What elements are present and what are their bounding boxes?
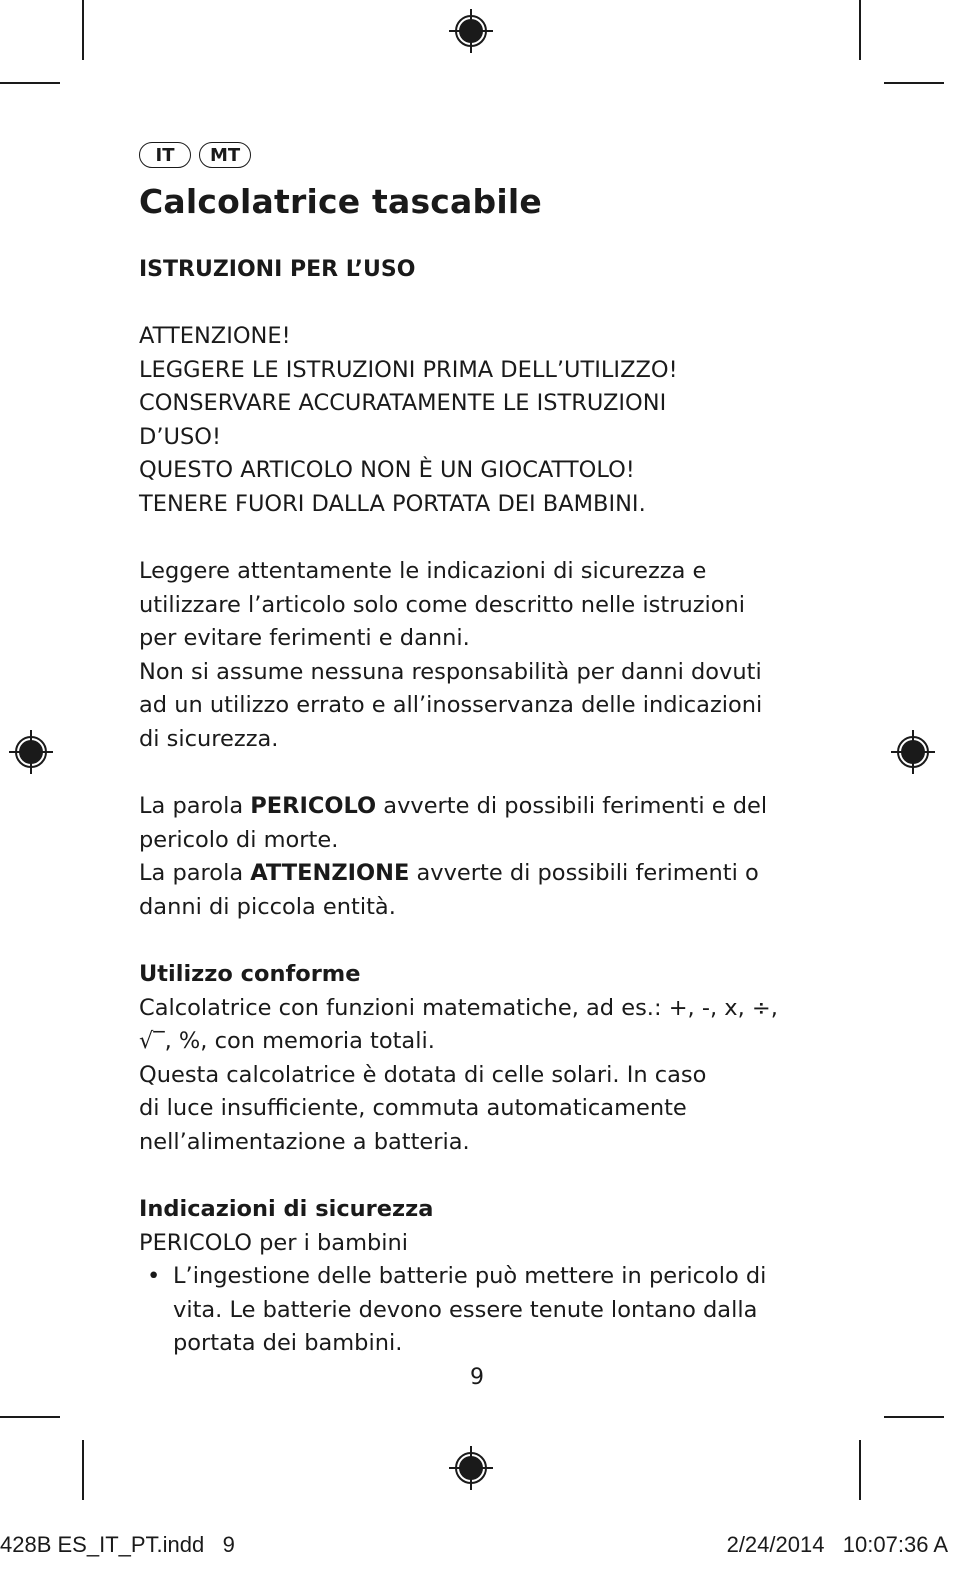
- signal-line-danger: [139, 790, 819, 824]
- registration-mark-bottom-icon: [447, 1444, 495, 1492]
- registration-mark-right-icon: [889, 728, 937, 776]
- intended-use-heading: Utilizzo conforme: [139, 961, 361, 987]
- intro-line: per evitare ferimenti e danni.: [139, 625, 470, 651]
- warning-line: TENERE FUORI DALLA PORTATA DEI BAMBINI.: [139, 490, 646, 517]
- intro-line: Non si assume nessuna responsabilità per danni dovuti: [139, 658, 762, 685]
- crop-mark-top-left: [82, 0, 84, 60]
- warning-line: QUESTO ARTICOLO NON È UN GIOCATTOLO!: [139, 457, 635, 483]
- signal-line-caution: [139, 857, 819, 891]
- intended-use-line: √‾, %, con memoria totali.: [139, 1028, 435, 1054]
- intro-line: Leggere attentamente le indicazioni di sicurezza e: [139, 558, 707, 584]
- instructions-heading: ISTRUZIONI PER L’USO: [139, 257, 416, 282]
- crop-mark-bottom-right-h: [884, 1416, 944, 1418]
- signal-suffix: avverte di possibili ferimenti o: [409, 860, 759, 886]
- warning-line: D’USO!: [139, 423, 221, 450]
- safety-subheading: PERICOLO per i bambini: [139, 1229, 409, 1256]
- intended-use-line: di luce insufficiente, commuta automaticamente: [139, 1095, 687, 1121]
- intended-use-line: nell’alimentazione a batteria.: [139, 1128, 470, 1155]
- crop-mark-top-right-h: [884, 82, 944, 84]
- list-item: [139, 1260, 819, 1361]
- intro-line: ad un utilizzo errato e all’inosservanza delle indicazioni: [139, 692, 763, 718]
- bullet-line: portata dei bambini.: [173, 1330, 403, 1356]
- signal-prefix: La parola: [139, 793, 251, 819]
- intro-paragraph: [139, 555, 819, 756]
- bullet-line: vita. Le batterie devono essere tenute lontano dalla: [173, 1296, 758, 1323]
- intro-line: utilizzare l’articolo solo come descritto nelle istruzioni: [139, 591, 746, 618]
- intended-use-line: Calcolatrice con funzioni matematiche, ad es.: +, -, x, ÷,: [139, 994, 778, 1021]
- page-content: [139, 138, 819, 1361]
- footer-file-info: 428B ES_IT_PT.indd 9: [0, 1532, 235, 1557]
- crop-mark-bottom-right: [859, 1440, 861, 1500]
- language-badge-it: IT: [139, 142, 191, 168]
- signal-line: danni di piccola entità.: [139, 893, 396, 920]
- signal-prefix: La parola: [139, 860, 251, 886]
- crop-mark-top-right: [859, 0, 861, 60]
- bullet-line: L’ingestione delle batterie può mettere in pericolo di: [173, 1263, 767, 1289]
- registration-mark-left-icon: [7, 728, 55, 776]
- registration-mark-top-icon: [447, 7, 495, 55]
- crop-mark-bottom-left-h: [0, 1416, 60, 1418]
- crop-mark-bottom-left: [82, 1440, 84, 1500]
- safety-bullet-list: [139, 1260, 819, 1361]
- safety-heading: Indicazioni di sicurezza: [139, 1196, 434, 1222]
- page-number: 9: [470, 1365, 484, 1390]
- page-title: Calcolatrice tascabile: [139, 182, 542, 221]
- language-badges: [139, 138, 819, 172]
- crop-mark-top-left-h: [0, 82, 60, 84]
- signal-word-caution: ATTENZIONE: [250, 860, 410, 886]
- language-badge-mt: MT: [199, 142, 251, 168]
- warning-block: [139, 320, 819, 521]
- signal-word-danger: PERICOLO: [250, 793, 377, 819]
- warning-line: LEGGERE LE ISTRUZIONI PRIMA DELL’UTILIZZO!: [139, 356, 678, 383]
- warning-line: CONSERVARE ACCURATAMENTE LE ISTRUZIONI: [139, 390, 667, 416]
- signal-suffix: avverte di possibili ferimenti e del: [376, 793, 768, 819]
- signal-words-paragraph: [139, 790, 819, 924]
- intended-use-text: [139, 992, 819, 1160]
- intro-line: di sicurezza.: [139, 725, 279, 752]
- warning-line: ATTENZIONE!: [139, 323, 291, 349]
- intended-use-line: Questa calcolatrice è dotata di celle solari. In caso: [139, 1061, 707, 1088]
- bullet-icon: •: [147, 1263, 161, 1289]
- signal-line: pericolo di morte.: [139, 826, 339, 853]
- footer-timestamp: 2/24/2014 10:07:36 A: [726, 1532, 948, 1557]
